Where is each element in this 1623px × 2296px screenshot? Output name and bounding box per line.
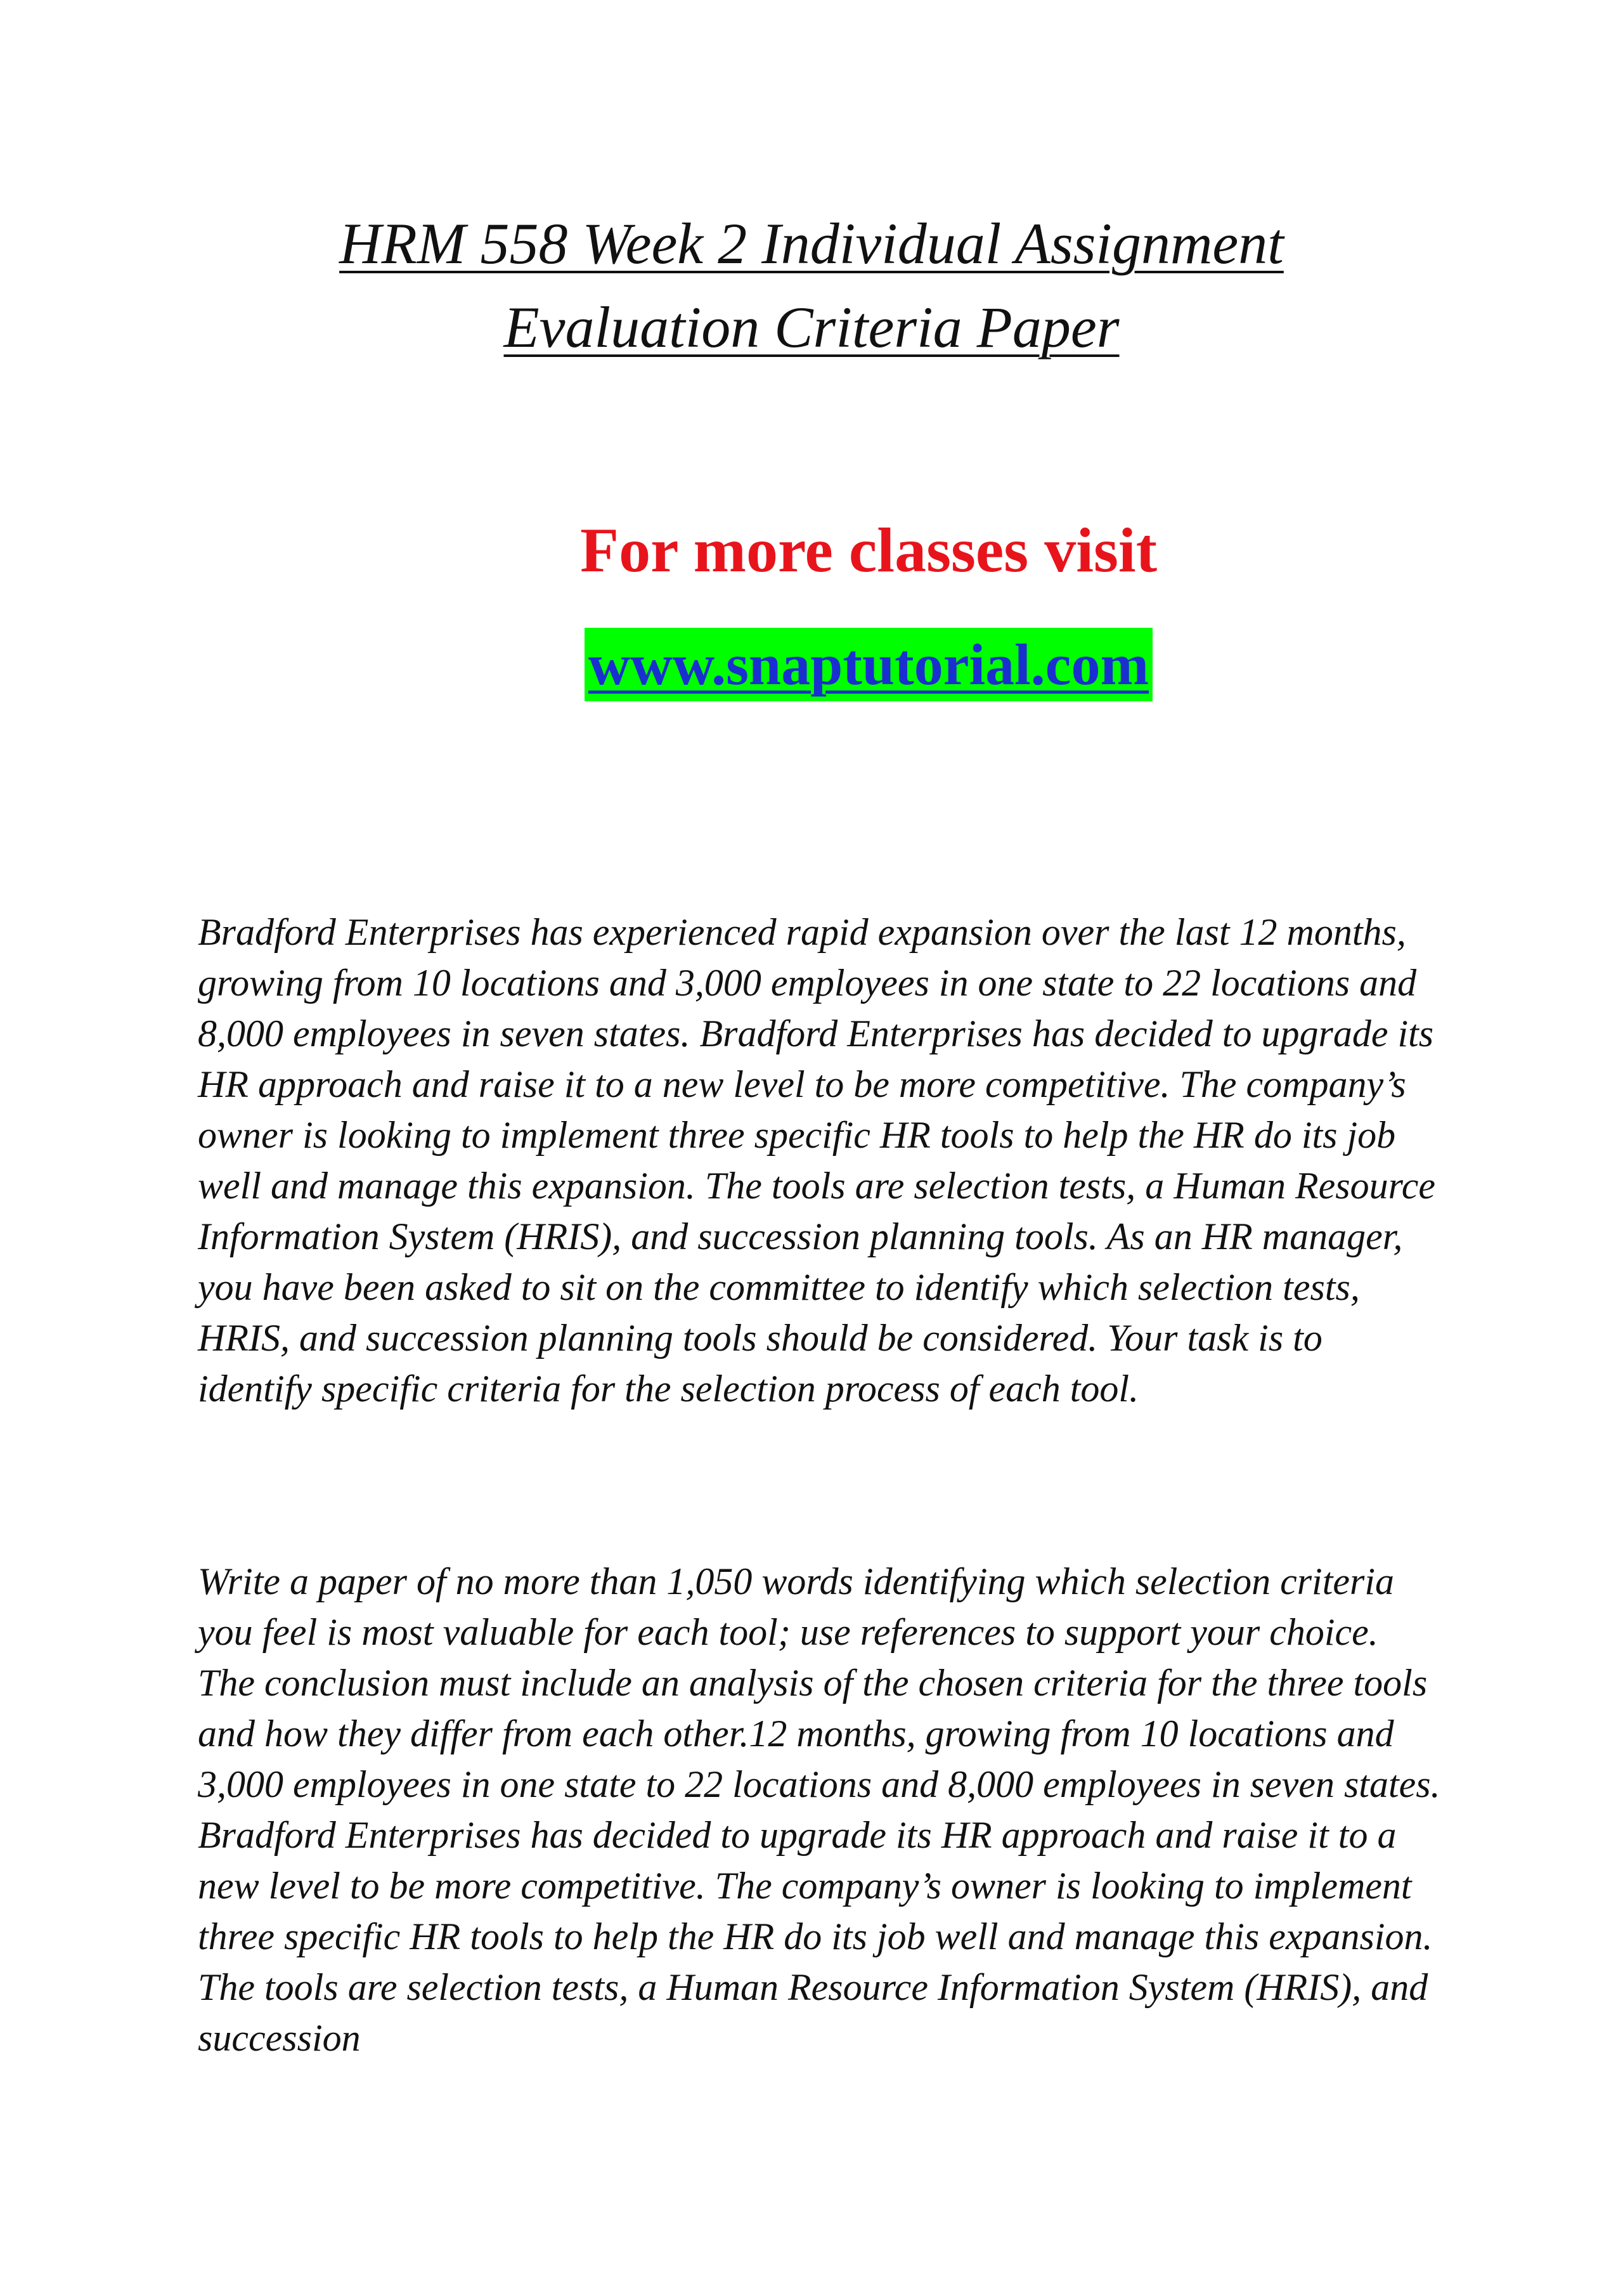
title-line-1: HRM 558 Week 2 Individual Assignment	[339, 211, 1284, 276]
website-link[interactable]: www.snaptutorial.com	[585, 628, 1153, 701]
body-paragraph-2: Write a paper of no more than 1,050 words identifying which selection criteria you feel is most valuable for each tool; use references to support your choice. The conclusion must include an analysis of the chosen criteria for the three tools and how they differ from each other.12 months, growing from 10 locations and 3,000 employees in one state to 22 locations and 8,000 employees in seven states. Bradford Enterprises has decided to upgrade its HR approach and raise it to a new level to be more competitive. The company’s owner is looking to implement three specific HR tools to help the HR do its job well and manage this expansion. The tools are selection tests, a Human Resource Information System (HRIS), and succession	[198, 1560, 1440, 2059]
link-container	[0, 628, 1623, 701]
document-title	[0, 202, 1623, 369]
body-paragraph-1: Bradford Enterprises has experienced rapid expansion over the last 12 months, growing from 10 locations and 3,000 employees in one state to 22 locations and 8,000 employees in seven states. Bradford Enterprises has decided to upgrade its HR approach and raise it to a new level to be more competitive. The company’s owner is looking to implement three specific HR tools to help the HR do its job well and manage this expansion. The tools are selection tests, a Human Resource Information System (HRIS), and succession planning tools. As an HR manager, you have been asked to sit on the committee to identify which selection tests, HRIS, and succession planning tools should be considered. Your task is to identify specific criteria for the selection process of each tool.	[198, 911, 1435, 1410]
title-line-2: Evaluation Criteria Paper	[503, 295, 1120, 360]
promo-text: For more classes visit	[579, 515, 1157, 585]
